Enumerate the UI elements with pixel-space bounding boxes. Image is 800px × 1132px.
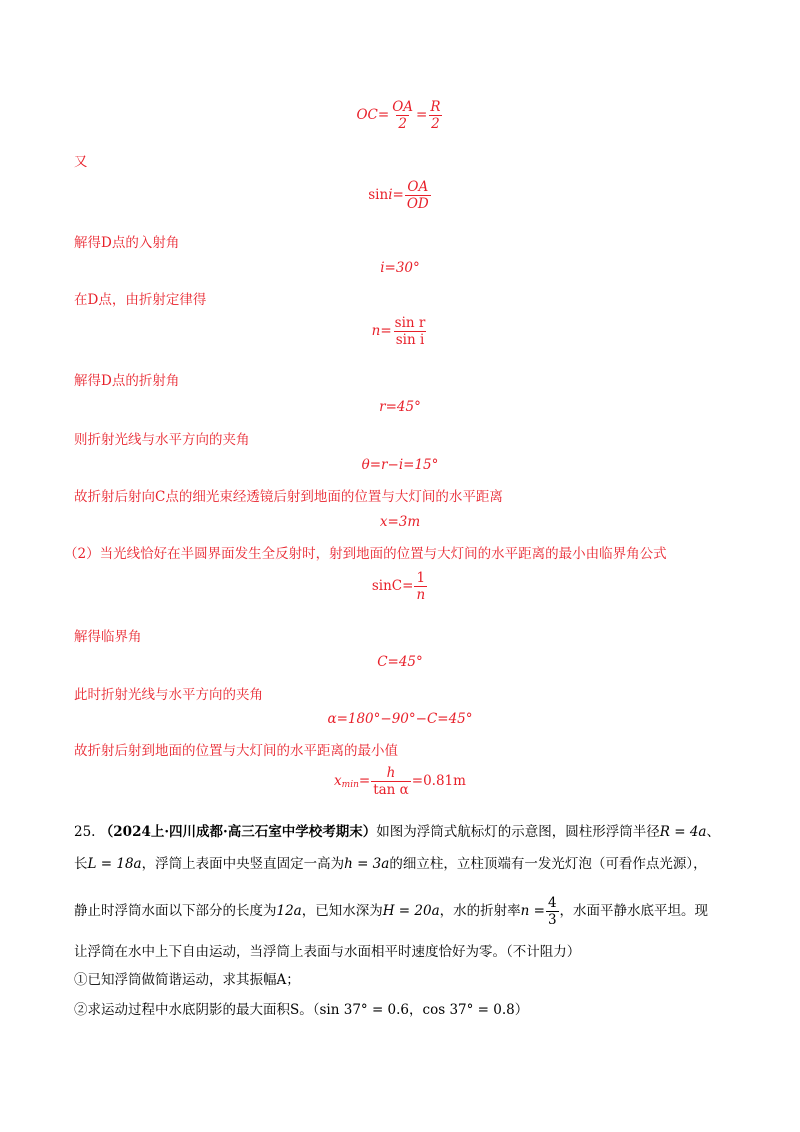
fraction <box>405 180 431 211</box>
math-12a: 12a <box>276 903 302 919</box>
math-r: R = 4a <box>659 824 707 840</box>
fraction <box>371 766 411 797</box>
fraction <box>393 316 428 347</box>
equals: = <box>392 187 404 203</box>
eq-n-lhs: n= <box>371 323 392 339</box>
text-part2: （2）当光线恰好在半圆界面发生全反射时，射到地面的位置与大灯间的水平距离的最小由临界角公式 <box>64 546 667 562</box>
text-at-d: 在D点，由折射定律得 <box>74 292 207 308</box>
equals: = <box>416 107 428 123</box>
question-text: ，水面平静水底平坦。现 <box>559 903 709 919</box>
text-solve-refract: 解得D点的折射角 <box>74 373 180 389</box>
denominator: n <box>416 587 426 603</box>
eq-result: =0.81m <box>411 773 466 789</box>
text-you: 又 <box>74 154 88 170</box>
math-h-depth: H = 20a <box>382 903 440 919</box>
numerator: R <box>430 99 441 115</box>
question-text: ②求运动过程中水底阴影的最大面积S。（ <box>74 1002 320 1018</box>
numerator: 4 <box>547 895 557 911</box>
numerator: h <box>386 765 396 781</box>
denominator: 2 <box>398 116 407 132</box>
equation-oc <box>0 100 800 131</box>
question-line-4: 让浮筒在水中上下自由运动，当浮筒上表面与水面相平时速度恰好为零。（不计阻力） <box>74 944 581 960</box>
denominator: sin i <box>395 332 425 348</box>
equals: = <box>358 773 371 789</box>
math-sin37: sin 37° = 0.6 <box>319 1002 410 1018</box>
eq-i: i <box>388 187 393 203</box>
question-sub-1: ①已知浮筒做简谐运动，求其振幅A； <box>74 972 300 988</box>
math-cos37: cos 37° = 0.8 <box>422 1002 515 1018</box>
question-text: ，水的折射率 <box>439 903 521 919</box>
denominator: 3 <box>547 912 557 928</box>
fraction <box>414 571 427 602</box>
question-source: （2024上·四川成都·高三石室中学校考期末） <box>99 824 377 840</box>
math-h: h = 3a <box>344 856 390 872</box>
question-text: 如图为浮筒式航标灯的示意图，圆柱形浮筒半径 <box>376 824 660 840</box>
numerator: 1 <box>416 570 426 586</box>
text-solve-incident: 解得D点的入射角 <box>74 235 180 251</box>
question-sub-2 <box>74 998 528 1018</box>
eq-sin: sin <box>368 187 389 203</box>
fraction <box>390 100 415 131</box>
separator: ， <box>409 1002 423 1018</box>
text-angle2: 此时折射光线与水平方向的夹角 <box>74 687 263 703</box>
subscript-min: min <box>341 780 359 790</box>
eq-x: x <box>334 773 342 789</box>
text-distance: 故折射后射向C点的细光束经透镜后射到地面的位置与大灯间的水平距离 <box>74 489 503 505</box>
question-text: 的细立柱，立柱顶端有一发光灯泡（可看作点光源）， <box>389 856 707 872</box>
question-text: ，已知水深为 <box>301 903 383 919</box>
equation-c: C=45° <box>377 654 423 670</box>
equation-alpha: α=180°−90°−C=45° <box>327 711 473 727</box>
text-min: 故折射后射到地面的位置与大灯间的水平距离的最小值 <box>74 743 398 759</box>
fraction <box>546 896 559 927</box>
numerator: sin r <box>394 315 426 331</box>
text-solve-critical: 解得临界角 <box>74 629 142 645</box>
denominator: OD <box>406 196 429 212</box>
question-line-2 <box>74 852 707 872</box>
numerator: OA <box>407 179 429 195</box>
equation-theta: θ=r−i=15° <box>361 457 439 473</box>
question-text: 静止时浮筒水面以下部分的长度为 <box>74 903 277 919</box>
question-text: 、 <box>706 824 720 840</box>
question-line-1 <box>74 820 720 840</box>
equation-i: i=30° <box>380 260 420 276</box>
numerator: OA <box>392 99 414 115</box>
text-angle: 则折射光线与水平方向的夹角 <box>74 432 250 448</box>
denominator: tan α <box>373 782 409 798</box>
eq-oc-lhs: OC= <box>356 107 390 123</box>
question-number: 25. <box>74 824 96 840</box>
equation-sinc <box>0 571 800 602</box>
question-text: ，浮筒上表面中央竖直固定一高为 <box>141 856 345 872</box>
equation-x: x=3m <box>379 514 421 530</box>
equation-sini <box>0 180 800 211</box>
equation-r: r=45° <box>379 399 421 415</box>
math-l: L = 18a <box>87 856 142 872</box>
math-n: n = <box>520 903 545 919</box>
equation-n <box>0 316 800 347</box>
question-line-3 <box>74 896 708 927</box>
fraction <box>428 100 442 131</box>
question-text: 长 <box>74 856 88 872</box>
eq-sinc-lhs: sinC= <box>371 578 414 594</box>
equation-xmin <box>0 766 800 797</box>
question-text: ） <box>514 1002 529 1018</box>
denominator: 2 <box>431 116 440 132</box>
